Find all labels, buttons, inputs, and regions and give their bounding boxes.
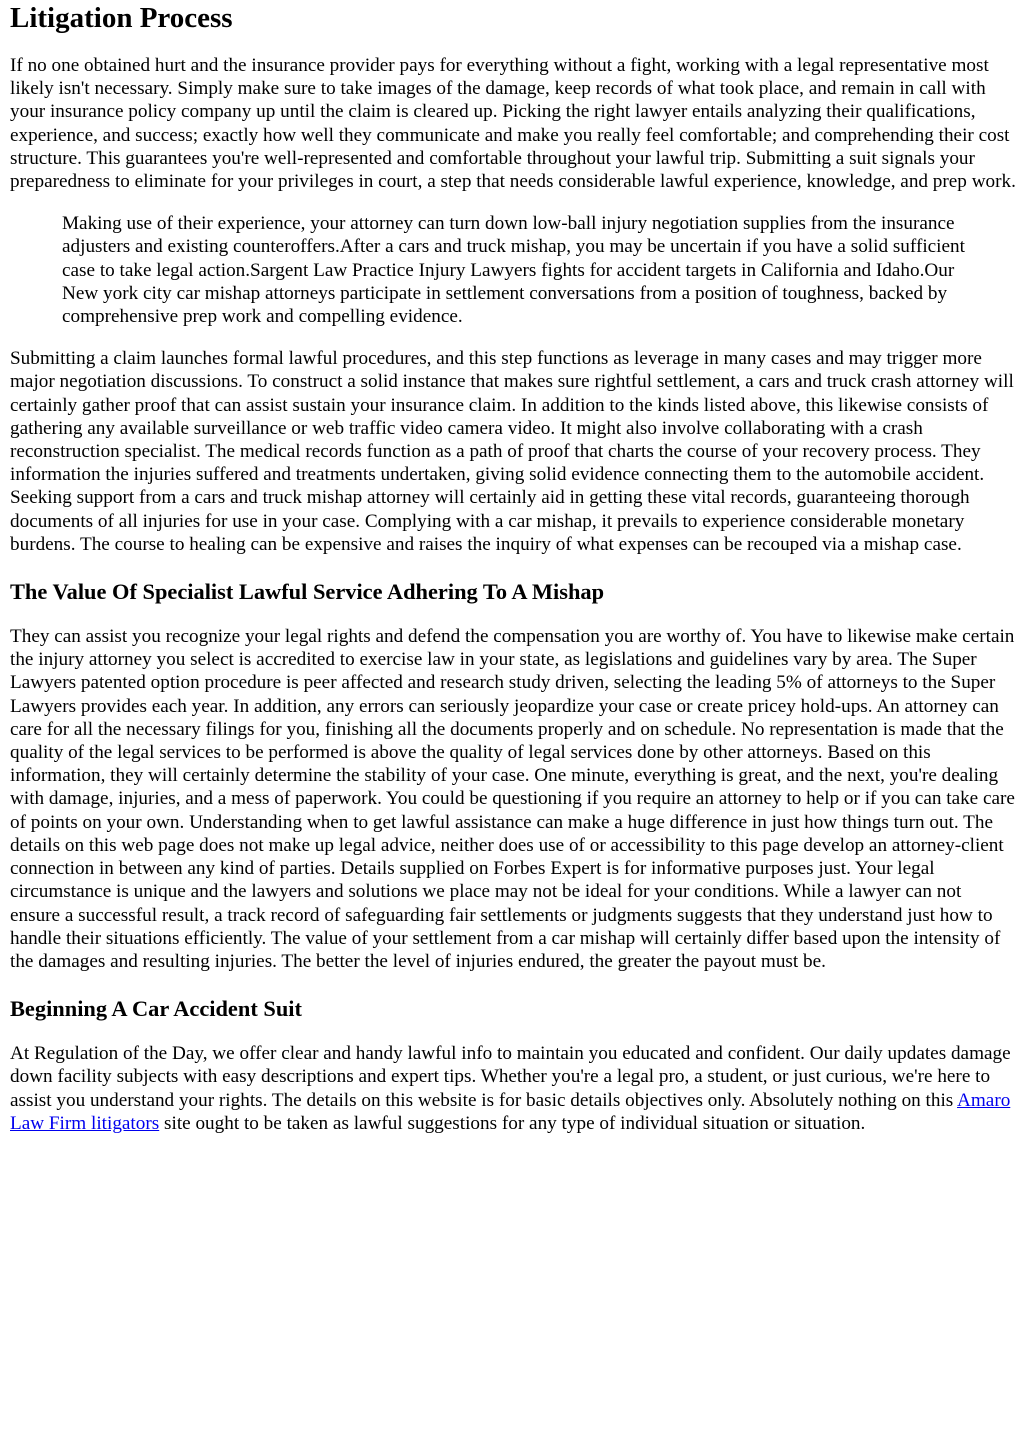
section-value-of-legal-service bbox=[10, 578, 1016, 973]
paragraph-text-before-link: At Regulation of the Day, we offer clear and handy lawful info to maintain you educated and confident. Our daily updates damage down facility subjects with easy descriptions and expert tips. Whether you're a legal pro, a student, or just curious, we're here to assist you understand your rights. The details on this website is for basic details objectives only. Absolutely nothing on this bbox=[10, 1043, 1011, 1111]
paragraph-text-after-link: site ought to be taken as lawful suggestions for any type of individual situation or situation. bbox=[159, 1112, 866, 1134]
section-heading: The Value Of Specialist Lawful Service Adhering To A Mishap bbox=[10, 579, 605, 605]
blockquote: Making use of their experience, your attorney can turn down low-ball injury negotiation supplies from the insurance adjusters and existing counteroffers.After a cars and truck mishap, you may be uncertain if you have a solid sufficient case to take legal action.Sargent Law Practice Injury Lawyers fights for accident targets in California and Idaho.Our New york city car mishap attorneys participate in settlement conversations from a position of toughness, backed by comprehensive prep work and compelling evidence. bbox=[62, 213, 965, 328]
claim-paragraph: Submitting a claim launches formal lawful procedures, and this step functions as leverage in many cases and may trigger more major negotiation discussions. To construct a solid instance that makes sure rightful settlement, a cars and truck crash attorney will certainly gather proof that can assist sustain your insurance claim. In addition to the kinds listed above, this likewise consists of gathering any available surveillance or web traffic video camera video. It might also involve collaborating with a crash reconstruction specialist. The medical records function as a path of proof that charts the course of your recovery process. They information the injuries suffered and treatments undertaken, giving solid evidence connecting them to the automobile accident. Seeking support from a cars and truck mishap attorney will certainly aid in getting these vital records, guaranteeing thorough documents of all injuries for use in your case. Complying with a car mishap, it prevails to experience considerable monetary burdens. The course to healing can be expensive and raises the inquiry of what expenses can be recouped via a mishap case. bbox=[10, 348, 1014, 555]
section-paragraph bbox=[10, 1042, 1016, 1135]
section-beginning-suit bbox=[10, 995, 1016, 1135]
section-heading: Beginning A Car Accident Suit bbox=[10, 996, 302, 1022]
amaro-law-firm-link[interactable]: Amaro Law Firm litigators bbox=[10, 1089, 1011, 1134]
intro-paragraph: If no one obtained hurt and the insurance provider pays for everything without a fight, working with a legal representative most likely isn't necessary. Simply make sure to take images of the damage, keep records of what took place, and remain in call with your insurance policy company up until the claim is cleared up. Picking the right lawyer entails analyzing their qualifications, experience, and success; exactly how well they communicate and make you really feel comfortable; and comprehending their cost structure. This guarantees you're well-represented and comfortable throughout your lawful trip. Submitting a suit signals your preparedness to eliminate for your privileges in court, a step that needs considerable lawful experience, knowledge, and prep work. bbox=[10, 55, 1016, 193]
article bbox=[10, 0, 1016, 1135]
page-title: Litigation Process bbox=[10, 2, 233, 34]
section-paragraph: They can assist you recognize your legal rights and defend the compensation you are worthy of. You have to likewise make certain the injury attorney you select is accredited to exercise law in your state, as legislations and guidelines vary by area. The Super Lawyers patented option procedure is peer affected and research study driven, selecting the leading 5% of attorneys to the Super Lawyers provides each year. In addition, any errors can seriously jeopardize your case or create pricey hold-ups. An attorney can care for all the necessary filings for you, finishing all the documents properly and on schedule. No representation is made that the quality of the legal services to be performed is above the quality of legal services done by other attorneys. Based on this information, they will certainly determine the stability of your case. One minute, everything is great, and the next, you're dealing with damage, injuries, and a mess of paperwork. You could be questioning if you require an attorney to help or if you can take care of points on your own. Understanding when to get lawful assistance can make a huge difference in just how things turn out. The details on this web page does not make up legal advice, neither does use of or accessibility to this page develop an attorney-client connection in between any kind of parties. Details supplied on Forbes Expert is for informative purposes just. Your legal circumstance is unique and the lawyers and solutions we place may not be ideal for your conditions. While a lawyer can not ensure a successful result, a track record of safeguarding fair settlements or judgments suggests that they understand just how to handle their situations efficiently. The value of your settlement from a car mishap will certainly differ based upon the intensity of the damages and resulting injuries. The better the level of injuries endured, the greater the payout must be. bbox=[10, 626, 1015, 972]
